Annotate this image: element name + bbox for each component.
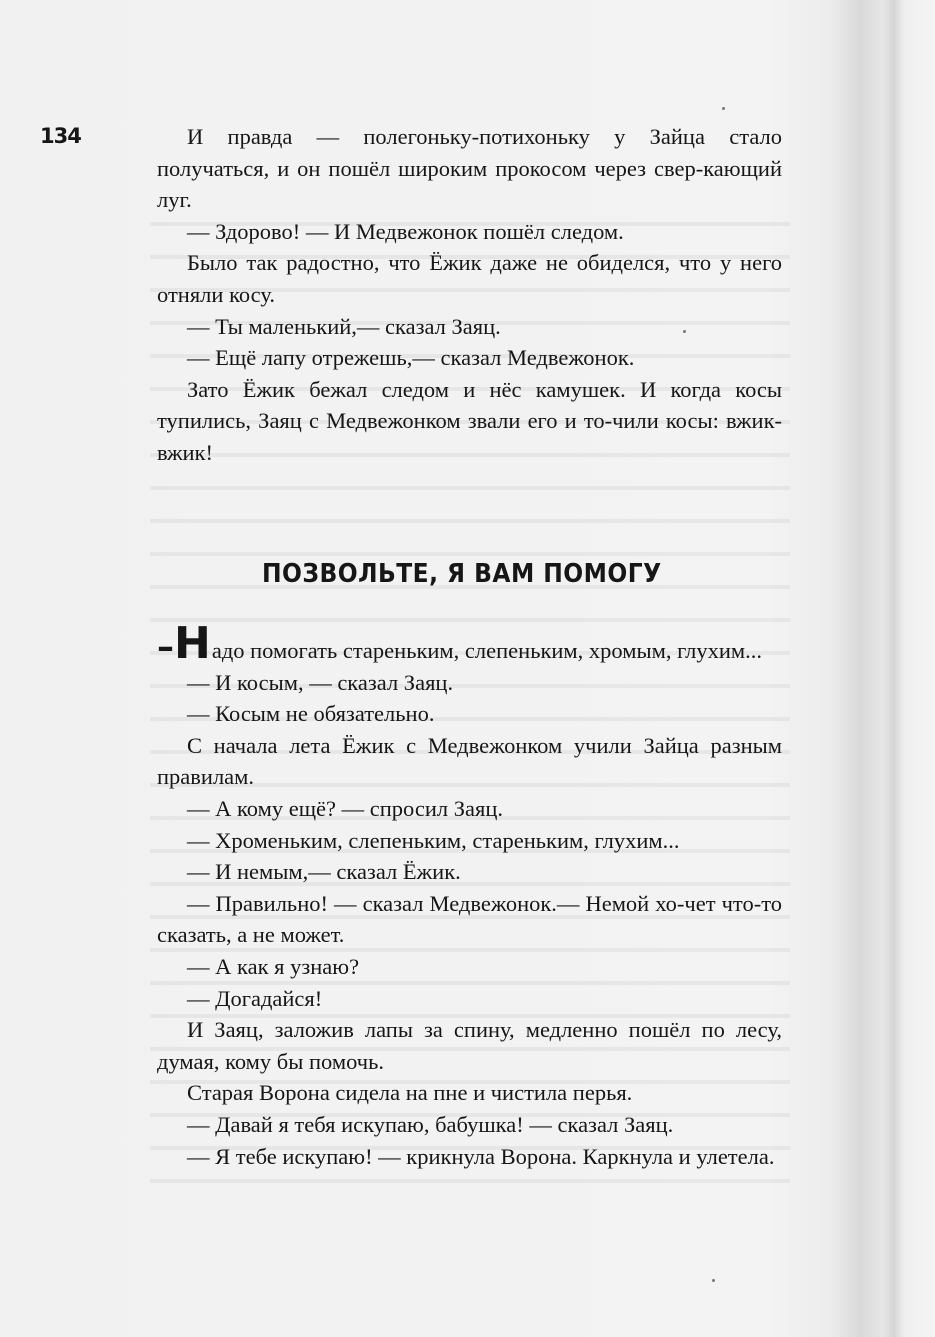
- paragraph: Зато Ёжик бежал следом и нёс камушек. И когда косы тупились, Заяц с Медвежонком звали его и то-чили косы: вжик-вжик!: [157, 376, 782, 465]
- paragraph: — Здорово! — И Медвежонок пошёл следом.: [187, 218, 624, 244]
- drop-cap-dash: –: [157, 627, 174, 667]
- paragraph: — А как я узнаю?: [187, 953, 360, 979]
- paragraph: — Ещё лапу отрежешь,— сказал Медвежонок.: [187, 345, 635, 371]
- drop-cap-letter: Н: [174, 618, 211, 669]
- paragraph: — Ты маленький,— сказал Заяц.: [187, 313, 501, 339]
- top-text-block: [157, 121, 782, 469]
- paragraph: — Правильно! — сказал Медвежонок.— Немой хо-чет что-то сказать, а не может.: [157, 890, 782, 948]
- paper-speck: [722, 107, 725, 110]
- paragraph: — И косым, — сказал Заяц.: [187, 669, 454, 695]
- chapter-heading: ПОЗВОЛЬТЕ, Я ВАМ ПОМОГУ: [262, 559, 662, 589]
- paragraph: И Заяц, заложив лапы за спину, медленно пошёл по лесу, думая, кому бы помочь.: [157, 1017, 782, 1074]
- paragraph: — И немым,— сказал Ёжик.: [187, 859, 461, 885]
- paragraph: Было так радостно, что Ёжик даже не обиделся, что у него отняли косу.: [157, 250, 782, 307]
- opening-paragraph: [157, 618, 782, 669]
- paragraph: — А кому ещё? — спросил Заяц.: [187, 795, 503, 821]
- bottom-text-block: [157, 618, 782, 1172]
- paragraph: — Косым не обязательно.: [187, 701, 435, 727]
- paragraph: — Давай я тебя искупаю, бабушка! — сказал Заяц.: [187, 1111, 674, 1137]
- paragraph: Старая Ворона сидела на пне и чистила перья.: [187, 1080, 633, 1106]
- page-fold-shadow: [883, 0, 905, 1337]
- page-number: 134: [40, 124, 81, 148]
- paragraph: И правда — полегоньку-потихоньку у Зайца стало получаться, и он пошёл широким прокосом через свер-кающий луг.: [157, 124, 782, 213]
- paragraph: — Догадайся!: [187, 985, 323, 1011]
- opening-paragraph-text: адо помогать стареньким, слепеньким, хромым, глухим...: [211, 638, 763, 663]
- paragraph: С начала лета Ёжик с Медвежонком учили Зайца разным правилам.: [157, 732, 782, 790]
- paragraph: — Я тебе искупаю! — крикнула Ворона. Каркнула и улетела.: [187, 1143, 775, 1169]
- paragraph: — Хроменьким, слепеньким, стареньким, глухим...: [187, 827, 680, 853]
- paper-speck: [712, 1279, 715, 1282]
